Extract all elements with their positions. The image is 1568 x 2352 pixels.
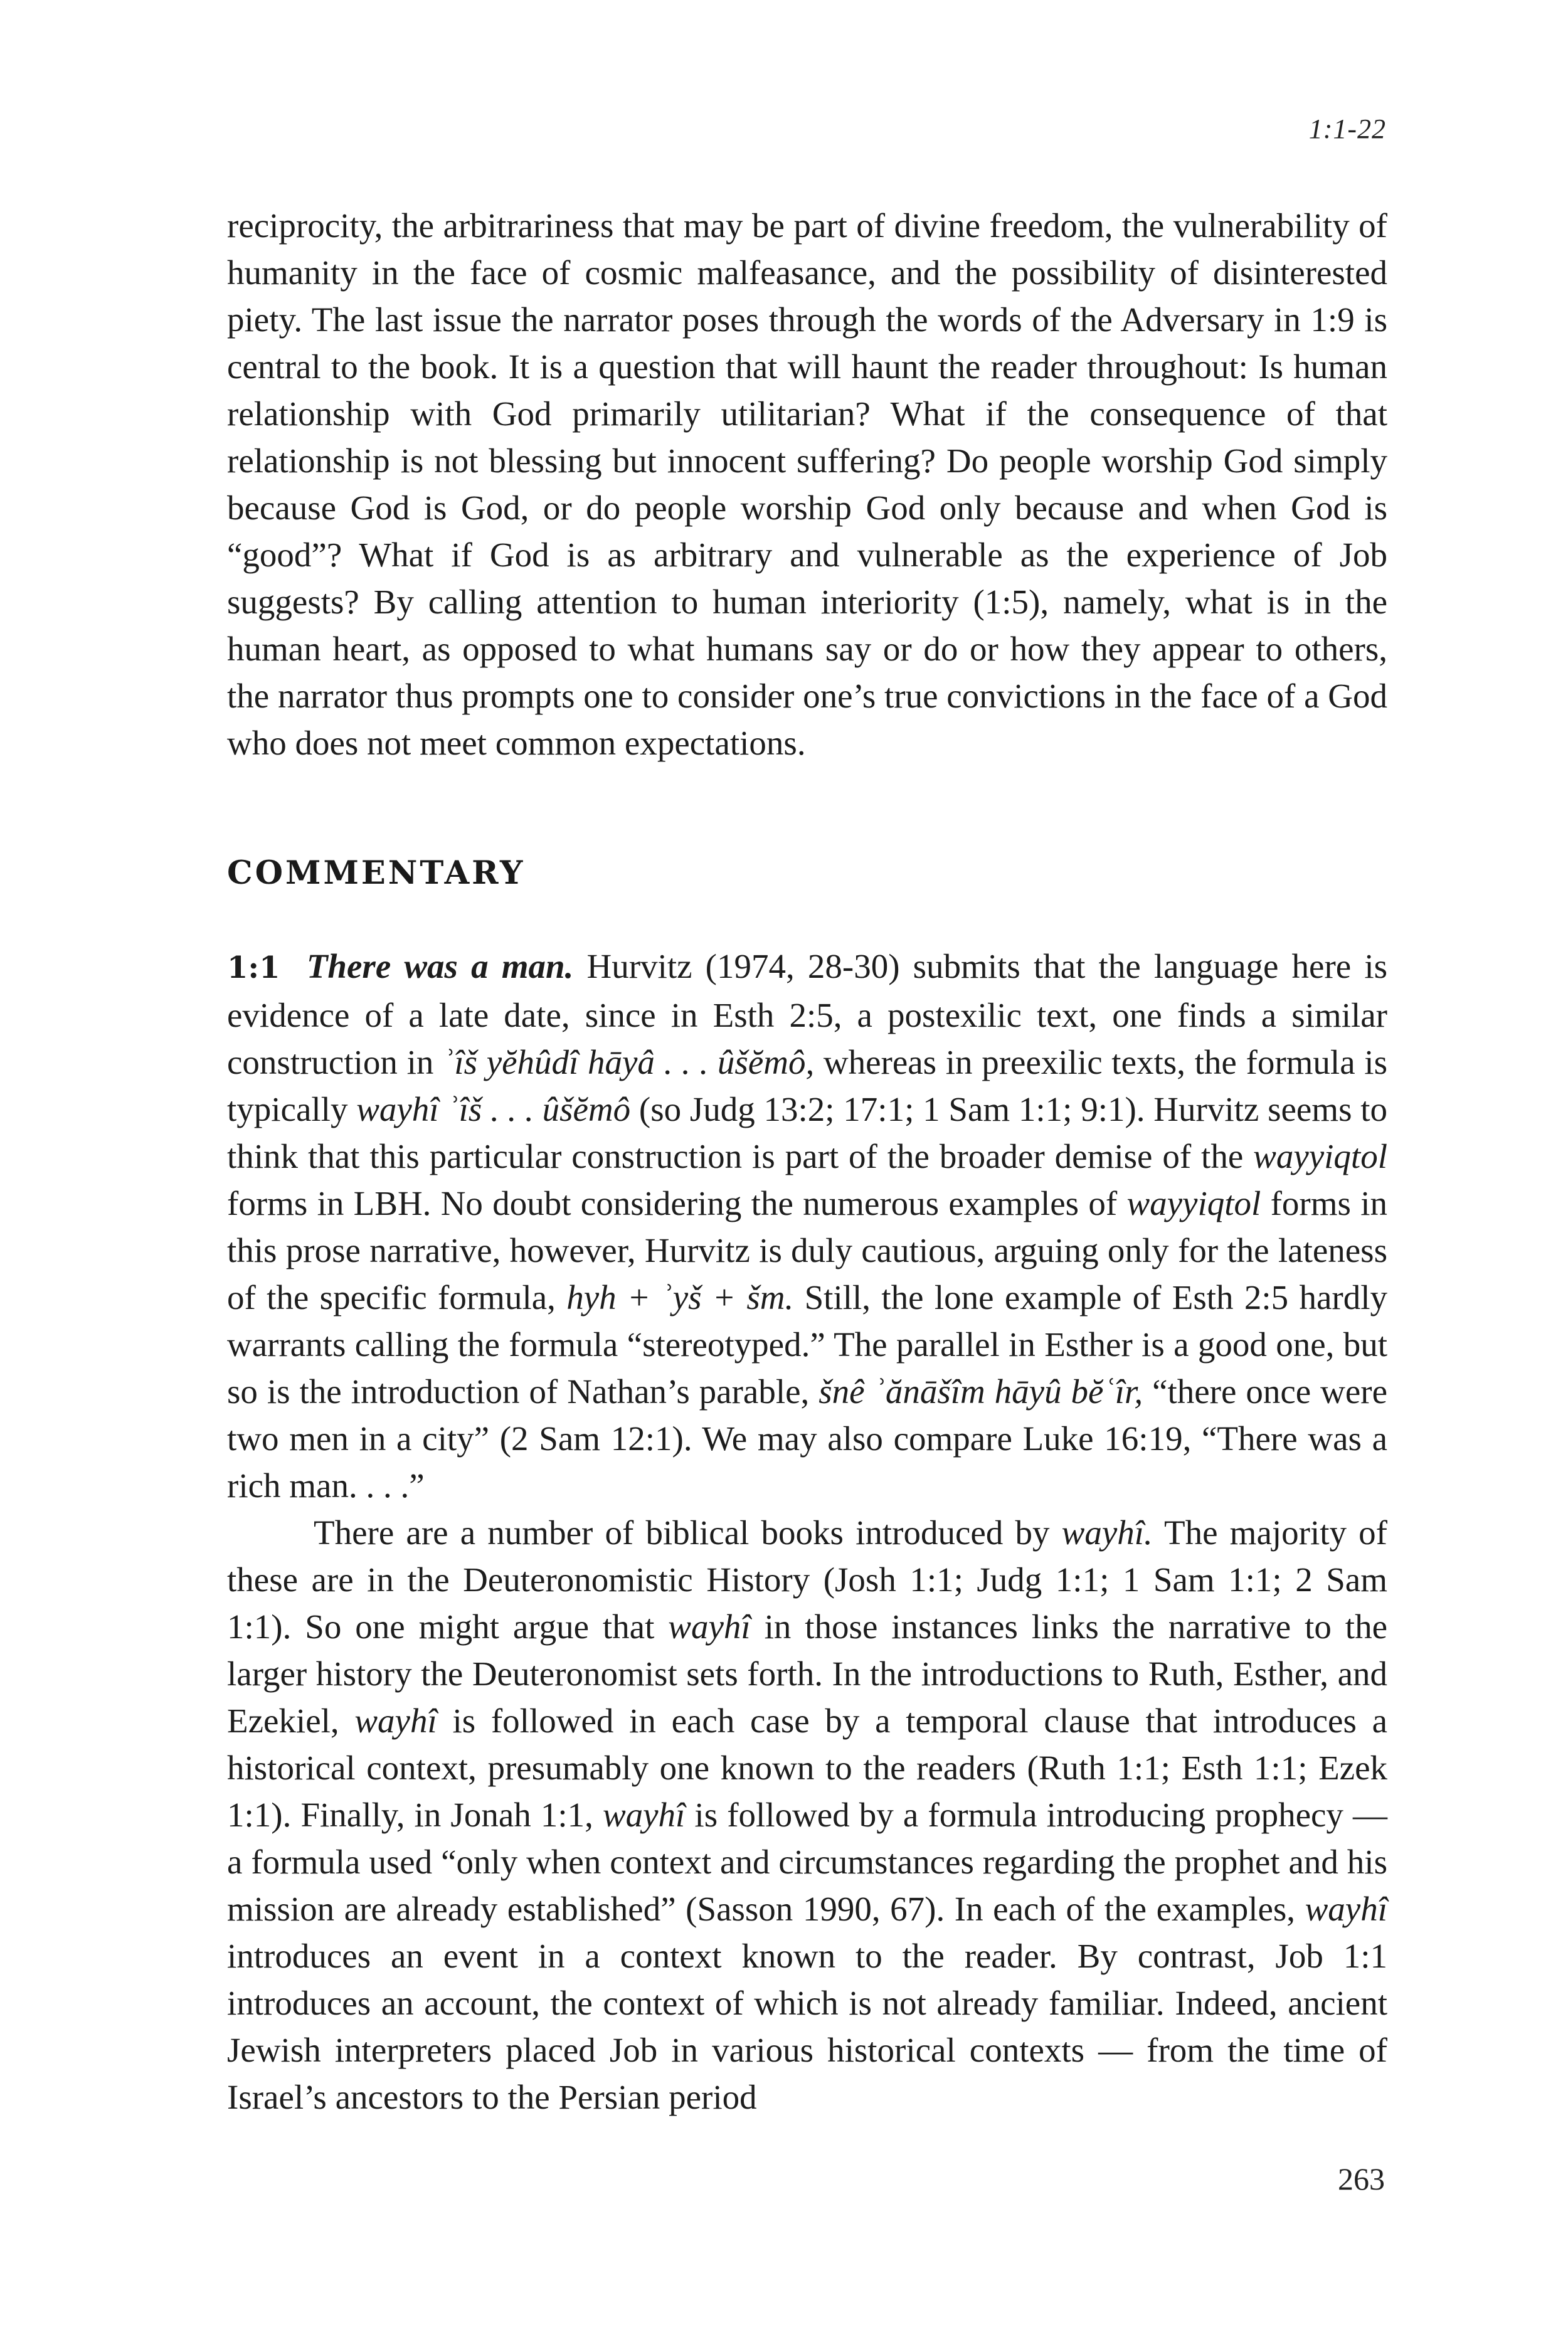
verse-reference: 1:1 [227,950,280,985]
transliteration: šnê ʾănāšîm hāyû bĕʿîr, [818,1372,1143,1411]
transliteration: wayhî [1305,1890,1387,1928]
intro-text-block [227,202,1387,766]
transliteration: wayhî ʾîš . . . ûšĕmô [356,1090,631,1128]
text-run: forms in LBH. No doubt considering the numerous examples of [227,1184,1127,1222]
text-run: whereas in preexilic texts, the formula is typically [227,1043,1387,1128]
text-run: is followed by a formula introducing prophecy — a formula used “only when context and circumstances regarding the prophet and his mission are already established” (Sasson 1990, 67). In each of the examples, [227,1796,1387,1928]
text-run: The majority of these are in the Deuteronomistic History (Josh 1:1; Judg 1:1; 1 Sam 1:1; 2 Sam 1:1). So one might argue that [227,1513,1387,1646]
text-run: Still, the lone example of Esth 2:5 hardly warrants calling the formula “stereotyped.” The parallel in Esther is a good one, but so is the introduction of Nathan’s parable, [227,1278,1387,1411]
text-run: (so Judg 13:2; 17:1; 1 Sam 1:1; 9:1). Hurvitz seems to think that this particular construction is part of the broader demise of the [227,1090,1388,1175]
transliteration: wayyiqtol [1253,1137,1387,1175]
transliteration: wayhî [602,1796,686,1834]
commentary-text-block [227,943,1387,2121]
transliteration: wayhî. [1061,1513,1153,1552]
section-heading: COMMENTARY [227,854,526,892]
text-run: introduces an event in a context known to the reader. By contrast, Job 1:1 introduces an account, the context of which is not already familiar. Indeed, ancient Jewish interpreters placed Job in various historical contexts — from the time of Israel’s ancestors to the Persian period [227,1937,1387,2116]
text-run: is followed in each case by a temporal clause that introduces a historical context, presumably one known to the readers (Ruth 1:1; Esth 1:1; Ezek 1:1). Finally, in Jonah 1:1, [227,1702,1387,1834]
commentary-paragraph-1 [227,943,1387,1509]
commentary-paragraph-2 [227,1509,1387,2121]
text-run: forms in this prose narrative, however, Hurvitz is duly cautious, arguing only for the lateness of the specific formula, [227,1184,1387,1316]
text-run: There are a number of biblical books introduced by [314,1513,1062,1552]
transliteration: ʾîš yĕhûdî hāyâ . . . ûšĕmô, [443,1043,815,1081]
page-number: 263 [1338,2161,1385,2196]
text-run: Hurvitz (1974, 28-30) submits that the language here is evidence of a late date, since in Esth 2:5, a postexilic text, one finds a similar construction in [227,947,1388,1081]
intro-paragraph: reciprocity, the arbitrariness that may be part of divine freedom, the vulnerability of humanity in the face of cosmic malfeasance, and the possibility of disinterested piety. The last issue the narrator poses through the words of the Adversary in 1:9 is central to the book. It is a question that will haunt the reader throughout: Is human relationship with God primarily utilitarian? What if the consequence of that relationship is not blessing but innocent suffering? Do people worship God simply because God is God, or do people worship God only because and when God is “good”? What if God is as arbitrary and vulnerable as the experience of Job suggests? By calling attention to human interiority (1:5), namely, what is in the human heart, as opposed to what humans say or do or how they appear to others, the narrator thus prompts one to consider one’s true convictions in the face of a God who does not meet common expectations. [227,206,1387,762]
transliteration: wayhî [354,1702,437,1740]
transliteration: wayyiqtol [1126,1184,1261,1222]
transliteration: hyh + ʾyš + šm. [566,1278,794,1316]
running-head: 1:1-22 [1308,114,1386,144]
text-run: “there once were two men in a city” (2 Sam 12:1). We may also compare Luke 16:19, “There was a rich man. . . .” [227,1372,1388,1505]
text-run: in those instances links the narrative to the larger history the Deuteronomist sets forth. In the introductions to Ruth, Esther, and Ezekiel, [227,1608,1387,1740]
lemma: There was a man. [306,947,574,985]
transliteration: wayhî [668,1608,751,1646]
